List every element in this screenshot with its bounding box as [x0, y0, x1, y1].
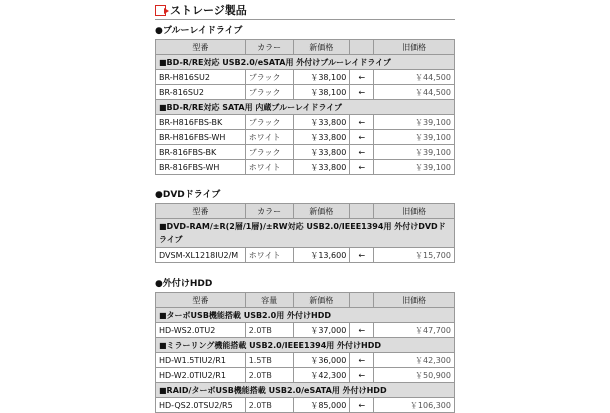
arrow-cell: ←: [350, 353, 374, 368]
model-cell: HD-WS2.0TU2: [156, 323, 246, 338]
new-price-cell: ￥38,100: [293, 85, 350, 100]
section-heading: ●DVDドライブ: [155, 190, 221, 200]
model-cell: BR-H816FBS-WH: [156, 130, 246, 145]
new-price-cell: ￥33,800: [293, 130, 350, 145]
table-row: [156, 160, 455, 175]
arrow-cell: ←: [350, 85, 374, 100]
group-row: [156, 338, 455, 353]
column-header: 型番: [156, 40, 246, 55]
old-price-cell: ￥39,100: [374, 115, 455, 130]
spec-cell: 2.0TB: [245, 323, 293, 338]
spec-cell: ブラック: [245, 85, 293, 100]
model-cell: HD-W1.5TIU2/R1: [156, 353, 246, 368]
old-price-cell: ￥39,100: [374, 160, 455, 175]
group-row: [156, 308, 455, 323]
arrow-cell: ←: [350, 248, 374, 263]
new-price-cell: ￥13,600: [293, 248, 350, 263]
model-cell: HD-QS2.0TSU2/R5: [156, 398, 246, 413]
section-heading: ●外付けHDD: [155, 279, 213, 289]
spec-cell: ホワイト: [245, 248, 293, 263]
old-price-cell: ￥44,500: [374, 70, 455, 85]
column-header: [350, 293, 374, 308]
title-divider: [155, 19, 455, 20]
old-price-cell: ￥42,300: [374, 353, 455, 368]
group-label: ■RAID/ターボUSB機能搭載 USB2.0/eSATA用 外付けHDD: [156, 383, 455, 398]
old-price-cell: ￥44,500: [374, 85, 455, 100]
arrow-cell: ←: [350, 160, 374, 175]
spec-cell: ブラック: [245, 115, 293, 130]
arrow-cell: ←: [350, 130, 374, 145]
table-row: [156, 70, 455, 85]
column-header: [350, 204, 374, 219]
model-cell: BR-816FBS-WH: [156, 160, 246, 175]
table-row: [156, 115, 455, 130]
old-price-cell: ￥15,700: [374, 248, 455, 263]
section-heading: ●ブルーレイドライブ: [155, 26, 243, 36]
model-cell: HD-W2.0TIU2/R1: [156, 368, 246, 383]
arrow-cell: ←: [350, 115, 374, 130]
old-price-cell: ￥106,300: [374, 398, 455, 413]
column-header: 旧価格: [374, 40, 455, 55]
column-header: 容量: [245, 293, 293, 308]
new-price-cell: ￥33,800: [293, 145, 350, 160]
spec-cell: ホワイト: [245, 130, 293, 145]
new-price-cell: ￥37,000: [293, 323, 350, 338]
spec-cell: 2.0TB: [245, 368, 293, 383]
group-label: ■BD-R/RE対応 SATA用 内蔵ブルーレイドライブ: [156, 100, 455, 115]
old-price-cell: ￥39,100: [374, 130, 455, 145]
group-row: [156, 100, 455, 115]
column-header: 旧価格: [374, 204, 455, 219]
new-price-cell: ￥38,100: [293, 70, 350, 85]
model-cell: BR-816SU2: [156, 85, 246, 100]
table-row: [156, 353, 455, 368]
spec-cell: ブラック: [245, 70, 293, 85]
group-row: [156, 55, 455, 70]
new-price-cell: ￥33,800: [293, 160, 350, 175]
page-title: ストレージ製品: [170, 4, 247, 17]
table-row: [156, 323, 455, 338]
table-row: [156, 368, 455, 383]
column-header: カラー: [245, 40, 293, 55]
table-row: [156, 130, 455, 145]
table-row: [156, 248, 455, 263]
new-price-cell: ￥33,800: [293, 115, 350, 130]
sections: [155, 24, 455, 413]
page-header: [155, 2, 455, 18]
column-header: 新価格: [293, 40, 350, 55]
new-price-cell: ￥42,300: [293, 368, 350, 383]
spec-cell: 2.0TB: [245, 398, 293, 413]
page-content: [155, 0, 455, 413]
spec-cell: 1.5TB: [245, 353, 293, 368]
spec-cell: ホワイト: [245, 160, 293, 175]
group-label: ■ミラーリング機能搭載 USB2.0/IEEE1394用 外付けHDD: [156, 338, 455, 353]
arrow-box-icon: [155, 5, 166, 16]
column-header: 型番: [156, 293, 246, 308]
new-price-cell: ￥36,000: [293, 353, 350, 368]
table-row: [156, 85, 455, 100]
table-header-row: [156, 293, 455, 308]
arrow-cell: ←: [350, 70, 374, 85]
model-cell: BR-H816FBS-BK: [156, 115, 246, 130]
group-row: [156, 219, 455, 248]
price-table: [155, 203, 455, 263]
table-header-row: [156, 40, 455, 55]
group-label: ■DVD-RAM/±R(2層/1層)/±RW対応 USB2.0/IEEE1394用 外付けDVDドライブ: [156, 219, 455, 248]
group-label: ■ターボUSB機能搭載 USB2.0用 外付けHDD: [156, 308, 455, 323]
column-header: 型番: [156, 204, 246, 219]
column-header: 新価格: [293, 293, 350, 308]
arrow-cell: ←: [350, 368, 374, 383]
column-header: カラー: [245, 204, 293, 219]
price-table: [155, 39, 455, 175]
table-header-row: [156, 204, 455, 219]
column-header: [350, 40, 374, 55]
column-header: 旧価格: [374, 293, 455, 308]
old-price-cell: ￥50,900: [374, 368, 455, 383]
spec-cell: ブラック: [245, 145, 293, 160]
model-cell: BR-H816SU2: [156, 70, 246, 85]
column-header: 新価格: [293, 204, 350, 219]
old-price-cell: ￥47,700: [374, 323, 455, 338]
group-label: ■BD-R/RE対応 USB2.0/eSATA用 外付けブルーレイドライブ: [156, 55, 455, 70]
new-price-cell: ￥85,000: [293, 398, 350, 413]
arrow-cell: ←: [350, 145, 374, 160]
table-row: [156, 145, 455, 160]
arrow-cell: ←: [350, 398, 374, 413]
old-price-cell: ￥39,100: [374, 145, 455, 160]
model-cell: BR-816FBS-BK: [156, 145, 246, 160]
price-table: [155, 292, 455, 413]
model-cell: DVSM-XL1218IU2/M: [156, 248, 246, 263]
arrow-cell: ←: [350, 323, 374, 338]
group-row: [156, 383, 455, 398]
